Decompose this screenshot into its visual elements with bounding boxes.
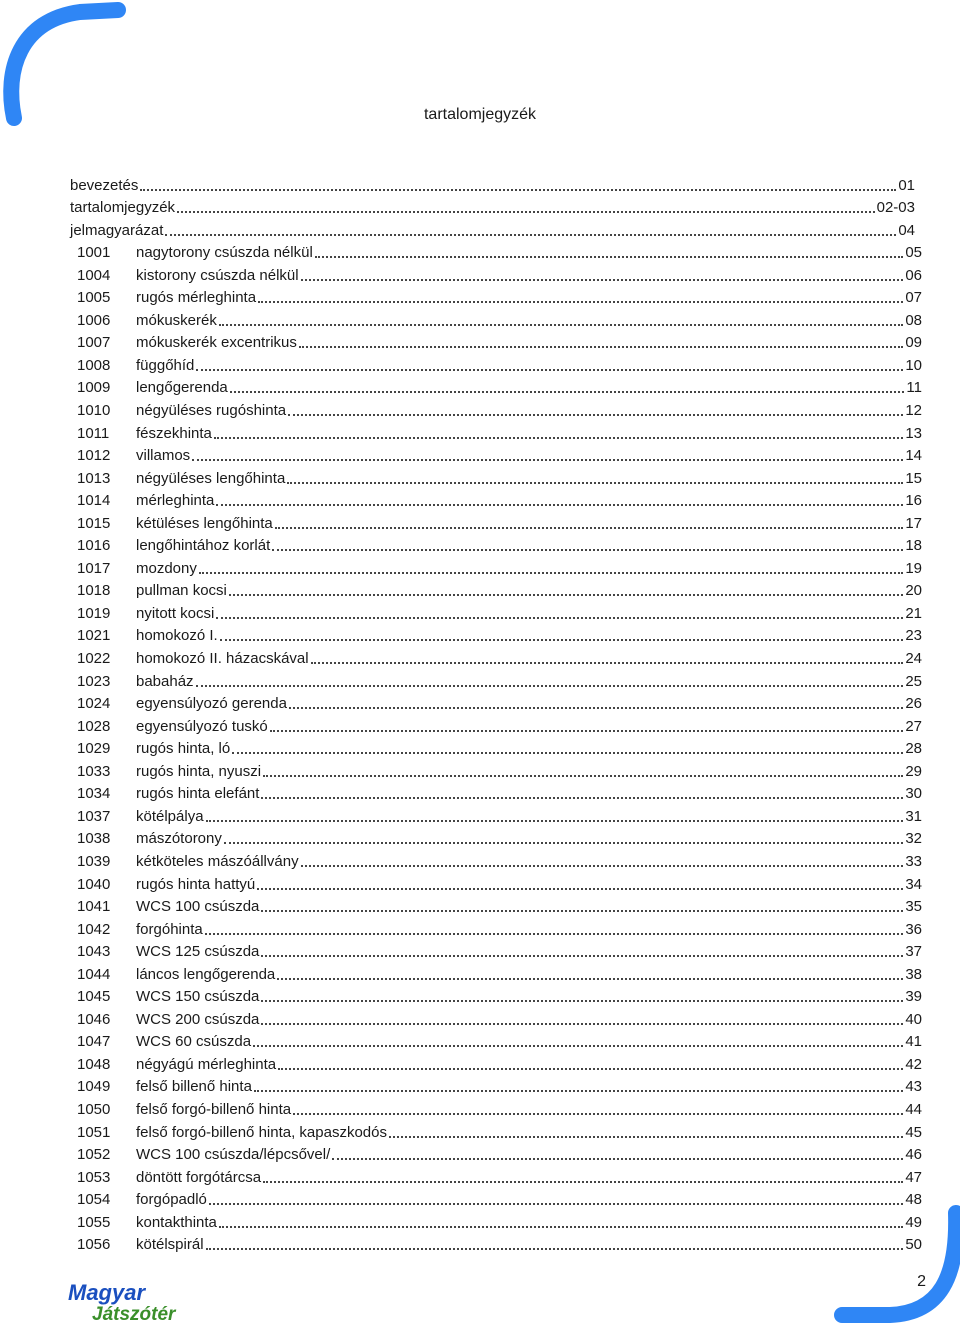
entry-label: rugós hinta hattyú xyxy=(136,875,256,893)
toc-entry[interactable] xyxy=(70,240,922,263)
toc-entry[interactable] xyxy=(70,510,922,533)
table-of-contents xyxy=(70,172,922,1254)
dot-leader xyxy=(165,233,896,236)
entry-page-number: 32 xyxy=(905,830,922,848)
entry-page-number: 16 xyxy=(905,492,922,510)
toc-entry[interactable] xyxy=(70,894,922,917)
entry-code: 1010 xyxy=(77,402,111,420)
toc-entry[interactable] xyxy=(70,375,922,398)
entry-code: 1044 xyxy=(77,965,111,983)
toc-entry[interactable] xyxy=(70,330,922,353)
toc-entry[interactable] xyxy=(70,488,922,511)
toc-entry[interactable] xyxy=(70,691,922,714)
toc-entry[interactable] xyxy=(70,172,922,195)
entry-code: 1013 xyxy=(77,469,111,487)
dot-leader xyxy=(205,932,904,935)
entry-label: négyüléses lengőhinta xyxy=(136,469,286,487)
entry-code: 1039 xyxy=(77,852,111,870)
entry-label: pullman kocsi xyxy=(136,582,227,600)
entry-page-number: 20 xyxy=(905,582,922,600)
toc-entry[interactable] xyxy=(70,578,922,601)
entry-label: felső billenő hinta xyxy=(136,1078,252,1096)
toc-entry[interactable] xyxy=(70,555,922,578)
toc-entry[interactable] xyxy=(70,600,922,623)
entry-page-number: 09 xyxy=(905,334,922,352)
entry-code: 1056 xyxy=(77,1236,111,1254)
entry-label: mókuskerék excentrikus xyxy=(136,334,297,352)
dot-leader xyxy=(206,1247,904,1250)
toc-entry[interactable] xyxy=(70,285,922,308)
entry-code: 1041 xyxy=(77,898,111,916)
entry-label: forgóhinta xyxy=(136,920,203,938)
dot-leader xyxy=(209,1202,903,1205)
entry-code: 1050 xyxy=(77,1100,111,1118)
dot-leader xyxy=(177,210,875,213)
entry-page-number: 23 xyxy=(905,627,922,645)
dot-leader xyxy=(272,548,903,551)
dot-leader xyxy=(261,909,903,912)
entry-label: mérleghinta xyxy=(136,492,215,510)
entry-code: 1024 xyxy=(77,695,111,713)
entry-page-number: 05 xyxy=(905,244,922,262)
entry-page-number: 50 xyxy=(905,1236,922,1254)
toc-entry[interactable] xyxy=(70,645,922,668)
entry-page-number: 08 xyxy=(905,311,922,329)
magyar-jatszoter-logo xyxy=(64,1276,194,1326)
entry-code: 1052 xyxy=(77,1146,111,1164)
entry-code: 1038 xyxy=(77,830,111,848)
entry-label: homokozó II. házacskával xyxy=(136,650,309,668)
dot-leader xyxy=(216,503,903,506)
entry-page-number: 47 xyxy=(905,1168,922,1186)
entry-code: 1004 xyxy=(77,266,111,284)
entry-label: kistorony csúszda nélkül xyxy=(136,266,299,284)
toc-entry[interactable] xyxy=(70,1164,922,1187)
entry-label: babaház xyxy=(136,672,194,690)
entry-code: 1007 xyxy=(77,334,111,352)
dot-leader xyxy=(232,751,903,754)
toc-entry[interactable] xyxy=(70,803,922,826)
toc-entry[interactable] xyxy=(70,262,922,285)
entry-page-number: 02-03 xyxy=(876,199,915,217)
entry-code: 1048 xyxy=(77,1055,111,1073)
toc-entry[interactable] xyxy=(70,668,922,691)
entry-label: döntött forgótárcsa xyxy=(136,1168,262,1186)
entry-label: felső forgó-billenő hinta xyxy=(136,1100,292,1118)
dot-leader xyxy=(258,300,903,303)
entry-code: 1022 xyxy=(77,650,111,668)
entry-label: négyüléses rugóshinta xyxy=(136,402,287,420)
entry-page-number: 44 xyxy=(905,1100,922,1118)
dot-leader xyxy=(140,188,896,191)
entry-label: jelmagyarázat xyxy=(70,221,164,239)
dot-leader xyxy=(261,796,903,799)
entry-page-number: 19 xyxy=(905,559,922,577)
entry-label: kontakthinta xyxy=(136,1213,217,1231)
dot-leader xyxy=(216,616,903,619)
entry-label: mozdony xyxy=(136,559,197,577)
entry-page-number: 04 xyxy=(898,221,915,239)
dot-leader xyxy=(253,1044,903,1047)
entry-page-number: 18 xyxy=(905,537,922,555)
entry-label: bevezetés xyxy=(70,176,139,194)
dot-leader xyxy=(332,1157,903,1160)
entry-label: forgópadló xyxy=(136,1191,207,1209)
entry-code: 1016 xyxy=(77,537,111,555)
entry-label: mászótorony xyxy=(136,830,222,848)
toc-entry[interactable] xyxy=(70,195,922,218)
toc-entry[interactable] xyxy=(70,397,922,420)
entry-code: 1009 xyxy=(77,379,111,397)
toc-entry[interactable] xyxy=(70,1074,922,1097)
toc-entry[interactable] xyxy=(70,939,922,962)
toc-entry[interactable] xyxy=(70,420,922,443)
entry-label: rugós mérleghinta xyxy=(136,289,257,307)
entry-label: tartalomjegyzék xyxy=(70,199,176,217)
entry-code: 1053 xyxy=(77,1168,111,1186)
toc-entry[interactable] xyxy=(70,1096,922,1119)
entry-page-number: 38 xyxy=(905,965,922,983)
entry-label: fészekhinta xyxy=(136,424,212,442)
dot-leader xyxy=(229,593,903,596)
entry-code: 1037 xyxy=(77,807,111,825)
entry-label: függőhíd xyxy=(136,356,195,374)
entry-page-number: 45 xyxy=(905,1123,922,1141)
entry-code: 1054 xyxy=(77,1191,111,1209)
toc-entry[interactable] xyxy=(70,1232,922,1255)
entry-label: WCS 100 csúszda/lépcsővel/ xyxy=(136,1146,331,1164)
dot-leader xyxy=(219,1225,903,1228)
entry-page-number: 01 xyxy=(898,176,915,194)
entry-page-number: 12 xyxy=(905,402,922,420)
entry-label: kötélpálya xyxy=(136,807,204,825)
entry-code: 1029 xyxy=(77,740,111,758)
dot-leader xyxy=(263,774,903,777)
entry-page-number: 26 xyxy=(905,695,922,713)
entry-label: felső forgó-billenő hinta, kapaszkodós xyxy=(136,1123,387,1141)
svg-text:Játszótér: Játszótér xyxy=(92,1304,176,1325)
toc-entry[interactable] xyxy=(70,781,922,804)
dot-leader xyxy=(192,458,903,461)
toc-entry[interactable] xyxy=(70,352,922,375)
entry-label: WCS 60 csúszda xyxy=(136,1033,252,1051)
toc-entry[interactable] xyxy=(70,826,922,849)
toc-entry[interactable] xyxy=(70,848,922,871)
entry-code: 1018 xyxy=(77,582,111,600)
toc-entry[interactable] xyxy=(70,443,922,466)
dot-leader xyxy=(293,1112,903,1115)
dot-leader xyxy=(219,323,903,326)
dot-leader xyxy=(289,706,903,709)
dot-leader xyxy=(301,278,904,281)
entry-code: 1047 xyxy=(77,1033,111,1051)
dot-leader xyxy=(277,977,903,980)
entry-page-number: 33 xyxy=(905,852,922,870)
entry-label: rugós hinta elefánt xyxy=(136,785,260,803)
dot-leader xyxy=(261,954,903,957)
toc-entry[interactable] xyxy=(70,533,922,556)
entry-code: 1006 xyxy=(77,311,111,329)
toc-entry[interactable] xyxy=(70,217,922,240)
toc-entry[interactable] xyxy=(70,961,922,984)
toc-entry[interactable] xyxy=(70,1119,922,1142)
entry-label: WCS 200 csúszda xyxy=(136,1010,260,1028)
toc-entry[interactable] xyxy=(70,1209,922,1232)
entry-code: 1051 xyxy=(77,1123,111,1141)
entry-page-number: 40 xyxy=(905,1010,922,1028)
entry-page-number: 29 xyxy=(905,762,922,780)
entry-page-number: 31 xyxy=(905,807,922,825)
entry-page-number: 37 xyxy=(905,943,922,961)
toc-entry[interactable] xyxy=(70,623,922,646)
toc-entry[interactable] xyxy=(70,713,922,736)
entry-page-number: 46 xyxy=(905,1146,922,1164)
toc-entry[interactable] xyxy=(70,1142,922,1165)
entry-label: egyensúlyozó gerenda xyxy=(136,695,287,713)
entry-label: rugós hinta, nyuszi xyxy=(136,762,262,780)
dot-leader xyxy=(311,661,904,664)
entry-code: 1011 xyxy=(77,424,110,442)
dot-leader xyxy=(196,684,904,687)
entry-label: rugós hinta, ló xyxy=(136,740,231,758)
dot-leader xyxy=(206,819,904,822)
entry-code: 1017 xyxy=(77,559,111,577)
entry-page-number: 27 xyxy=(905,717,922,735)
entry-label: kötélspirál xyxy=(136,1236,204,1254)
entry-code: 1046 xyxy=(77,1010,111,1028)
entry-code: 1012 xyxy=(77,447,111,465)
dot-leader xyxy=(287,481,903,484)
toc-entry[interactable] xyxy=(70,736,922,759)
toc-entry[interactable] xyxy=(70,984,922,1007)
dot-leader xyxy=(254,1089,903,1092)
entry-page-number: 36 xyxy=(905,920,922,938)
toc-entry[interactable] xyxy=(70,758,922,781)
page-number: 2 xyxy=(917,1273,926,1290)
entry-code: 1040 xyxy=(77,875,111,893)
dot-leader xyxy=(389,1135,903,1138)
toc-entry[interactable] xyxy=(70,1006,922,1029)
entry-page-number: 07 xyxy=(905,289,922,307)
toc-entry[interactable] xyxy=(70,1029,922,1052)
entry-code: 1023 xyxy=(77,672,111,690)
dot-leader xyxy=(257,887,903,890)
entry-code: 1045 xyxy=(77,988,111,1006)
entry-page-number: 24 xyxy=(905,650,922,668)
entry-code: 1042 xyxy=(77,920,111,938)
entry-page-number: 13 xyxy=(905,424,922,442)
entry-code: 1015 xyxy=(77,514,111,532)
dot-leader xyxy=(214,436,903,439)
entry-code: 1019 xyxy=(77,604,111,622)
dot-leader xyxy=(288,413,903,416)
toc-entry[interactable] xyxy=(70,1051,922,1074)
entry-label: nagytorony csúszda nélkül xyxy=(136,244,313,262)
entry-label: mókuskerék xyxy=(136,311,217,329)
entry-page-number: 43 xyxy=(905,1078,922,1096)
entry-page-number: 30 xyxy=(905,785,922,803)
toc-entry[interactable] xyxy=(70,871,922,894)
entry-code: 1043 xyxy=(77,943,111,961)
entry-label: WCS 125 csúszda xyxy=(136,943,260,961)
entry-code: 1028 xyxy=(77,717,111,735)
entry-label: nyitott kocsi xyxy=(136,604,215,622)
entry-label: WCS 150 csúszda xyxy=(136,988,260,1006)
dot-leader xyxy=(301,864,904,867)
dot-leader xyxy=(278,1067,903,1070)
dot-leader xyxy=(199,571,903,574)
entry-label: lengőgerenda xyxy=(136,379,228,397)
entry-code: 1049 xyxy=(77,1078,111,1096)
entry-page-number: 21 xyxy=(905,604,922,622)
entry-code: 1008 xyxy=(77,356,111,374)
entry-code: 1034 xyxy=(77,785,111,803)
dot-leader xyxy=(263,1180,903,1183)
entry-page-number: 25 xyxy=(905,672,922,690)
entry-page-number: 28 xyxy=(905,740,922,758)
entry-page-number: 34 xyxy=(905,875,922,893)
entry-code: 1033 xyxy=(77,762,111,780)
dot-leader xyxy=(315,255,904,258)
dot-leader xyxy=(275,526,904,529)
toc-entry[interactable] xyxy=(70,465,922,488)
dot-leader xyxy=(261,999,903,1002)
entry-page-number: 48 xyxy=(905,1191,922,1209)
toc-entry[interactable] xyxy=(70,1187,922,1210)
page-title: tartalomjegyzék xyxy=(423,106,537,123)
entry-page-number: 41 xyxy=(905,1033,922,1051)
toc-entry[interactable] xyxy=(70,916,922,939)
entry-code: 1021 xyxy=(77,627,111,645)
entry-label: kétüléses lengőhinta xyxy=(136,514,273,532)
dot-leader xyxy=(230,390,905,393)
entry-code: 1005 xyxy=(77,289,111,307)
entry-label: lengőhintához korlát xyxy=(136,537,271,555)
entry-page-number: 35 xyxy=(905,898,922,916)
entry-label: láncos lengőgerenda xyxy=(136,965,276,983)
dot-leader xyxy=(299,345,903,348)
dot-leader xyxy=(196,368,903,371)
entry-page-number: 10 xyxy=(905,356,922,374)
entry-page-number: 14 xyxy=(905,447,922,465)
toc-entry[interactable] xyxy=(70,307,922,330)
dot-leader xyxy=(224,841,903,844)
entry-code: 1014 xyxy=(77,492,111,510)
entry-label: egyensúlyozó tuskó xyxy=(136,717,268,735)
entry-label: négyágú mérleghinta xyxy=(136,1055,277,1073)
entry-label: homokozó I. xyxy=(136,627,218,645)
entry-page-number: 11 xyxy=(906,379,922,397)
dot-leader xyxy=(261,1022,903,1025)
entry-label: kétköteles mászóállvány xyxy=(136,852,299,870)
svg-text:Magyar: Magyar xyxy=(68,1280,146,1305)
entry-label: villamos xyxy=(136,447,191,465)
entry-code: 1001 xyxy=(77,244,111,262)
dot-leader xyxy=(220,638,904,641)
entry-page-number: 42 xyxy=(905,1055,922,1073)
entry-label: WCS 100 csúszda xyxy=(136,898,260,916)
entry-page-number: 06 xyxy=(905,266,922,284)
entry-page-number: 49 xyxy=(905,1213,922,1231)
entry-page-number: 17 xyxy=(905,514,922,532)
entry-code: 1055 xyxy=(77,1213,111,1231)
entry-page-number: 15 xyxy=(905,469,922,487)
dot-leader xyxy=(270,729,904,732)
entry-page-number: 39 xyxy=(905,988,922,1006)
